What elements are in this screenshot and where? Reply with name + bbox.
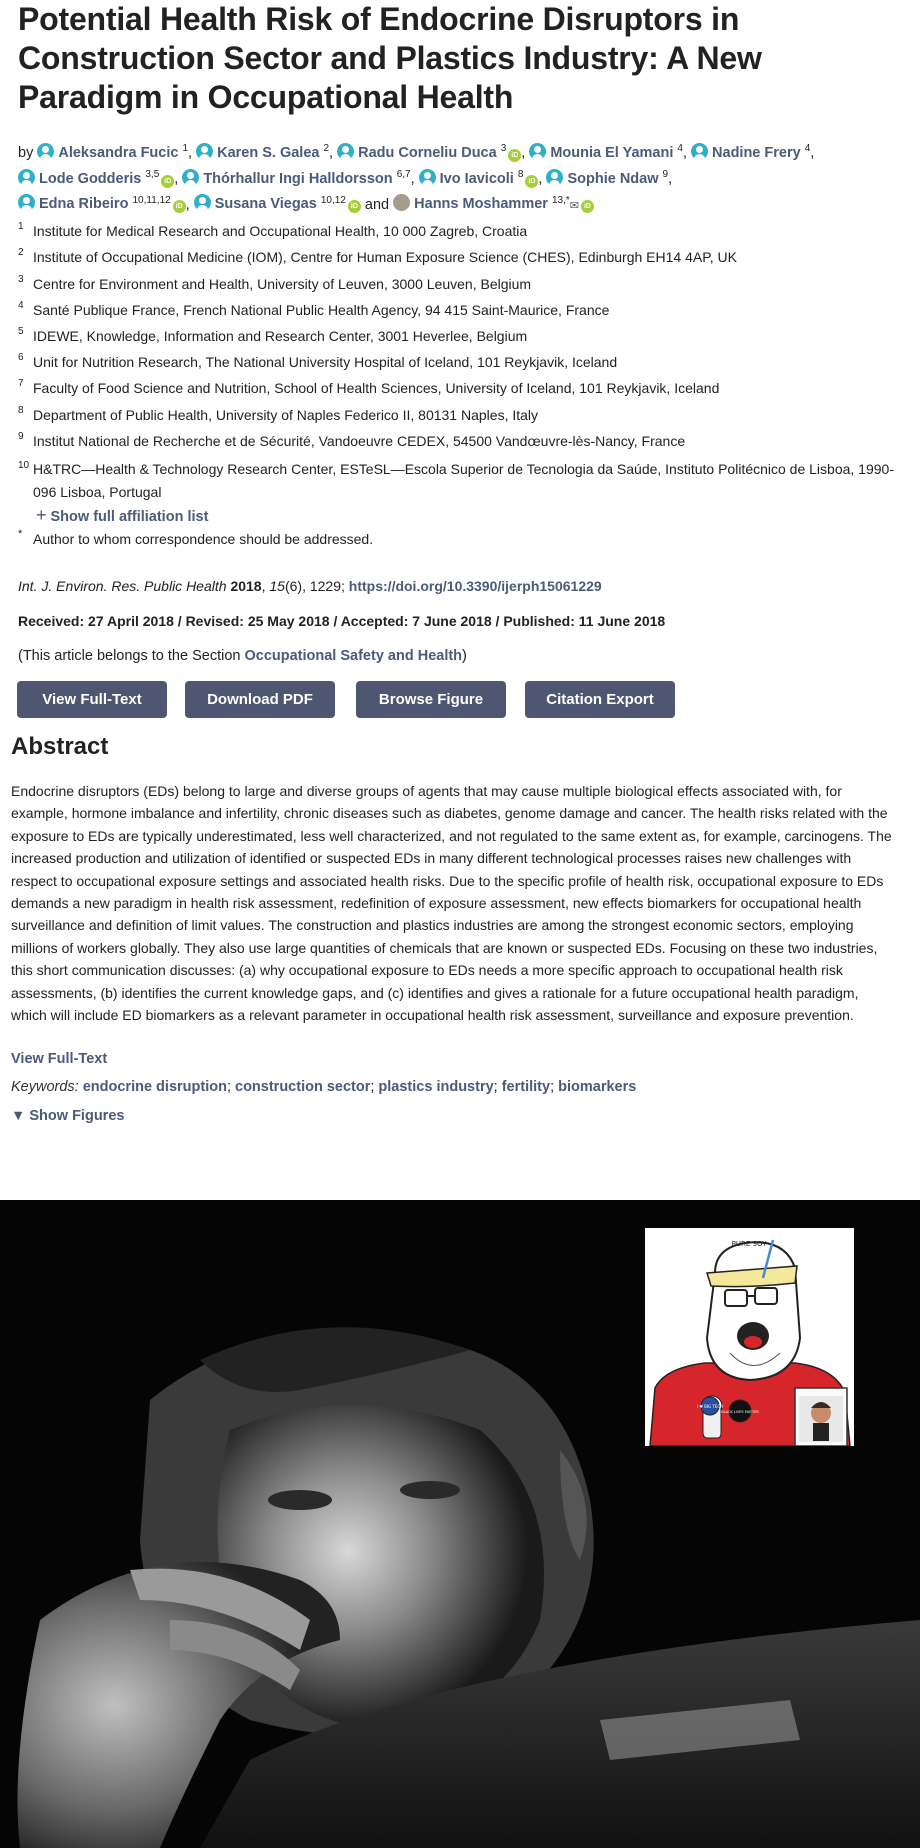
- soyjak-drawing: [645, 1228, 854, 1446]
- affiliation-item: 9 Institut National de Recherche et de Sécurité, Vandoeuvre CEDEX, 54500 Vandœuvre-lès-Nancy, France: [18, 431, 686, 449]
- view-full-text-button[interactable]: View Full-Text: [17, 681, 167, 718]
- person-icon: [337, 143, 354, 160]
- affiliation-item: 5 IDEWE, Knowledge, Information and Research Center, 3001 Heverlee, Belgium: [18, 326, 528, 344]
- orcid-icon[interactable]: iD: [348, 200, 361, 213]
- download-pdf-button[interactable]: Download PDF: [185, 681, 335, 718]
- author-link[interactable]: Sophie Ndaw: [546, 171, 658, 187]
- author-link[interactable]: Mounia El Yamani: [529, 145, 673, 161]
- orcid-icon[interactable]: iD: [173, 200, 186, 213]
- plus-icon: +: [36, 505, 47, 525]
- citation-export-button[interactable]: Citation Export: [525, 681, 675, 718]
- publication-dates: Received: 27 April 2018 / Revised: 25 May 2018 / Accepted: 7 June 2018 / Published: 11 June 2018: [18, 613, 666, 629]
- affiliation-item: 4 Santé Publique France, French National Public Health Agency, 94 415 Saint-Maurice, France: [18, 300, 610, 318]
- keyword-link[interactable]: endocrine disruption: [82, 1079, 227, 1095]
- author-link[interactable]: Hanns Moshammer: [393, 196, 548, 212]
- browse-figure-button[interactable]: Browse Figure: [356, 681, 506, 718]
- abstract-heading: Abstract: [11, 733, 109, 760]
- affiliation-item: 6 Unit for Nutrition Research, The National University Hospital of Iceland, 101 Reykjavik, Iceland: [18, 352, 618, 370]
- citation-line: Int. J. Environ. Res. Public Health 2018, 15(6), 1229; https://doi.org/10.3390/ijerph15061229: [18, 578, 602, 594]
- keyword-link[interactable]: biomarkers: [558, 1079, 637, 1095]
- affiliation-item: 10 H&TRC—Health & Technology Research Center, ESTeSL—Escola Superior de Tecnologia da Saúde, Instituto Politécnico de Lisboa, 1990-096 Lisboa, Portugal: [18, 460, 894, 500]
- author-link[interactable]: Aleksandra Fucic: [37, 145, 178, 161]
- person-icon: [18, 194, 35, 211]
- soyjak-sticker: [645, 1228, 854, 1446]
- show-figures-toggle[interactable]: ▼ Show Figures: [11, 1108, 125, 1124]
- affiliation-item: 8 Department of Public Health, University of Naples Federico II, 80131 Naples, Italy: [18, 405, 539, 423]
- meme-image: [0, 1200, 920, 1848]
- article-section: (This article belongs to the Section Occupational Safety and Health): [18, 648, 467, 664]
- person-icon: [196, 143, 213, 160]
- person-icon: [529, 143, 546, 160]
- person-icon: [37, 143, 54, 160]
- badge-text-1: I ♥ BIG TECH: [696, 1404, 724, 1409]
- author-link[interactable]: Susana Viegas: [194, 196, 317, 212]
- orcid-icon[interactable]: iD: [525, 175, 538, 188]
- author-list: by Aleksandra Fucic $^1$, Karen S. Galea $^2$, Radu Corneliu Duca $^3$iD , Mounia El Yamani $^4$, Nadine Frery $^4$, Lode Godderis $^{3,5}$iD , Thórhallur Ingi Halldorsson $^{6,7}$, Ivo Iavicoli $^8$iD , Sophie Ndaw $^9$, Edna Ribeiro $^{10,11,12}$iD , Susana Viegas $^{10,12}$iD and Hanns Moshammer $^{13,*}$✉ iD: [18, 143, 815, 213]
- keywords: Keywords: endocrine disruption; construction sector; plastics industry; fertility; biomarkers: [11, 1079, 637, 1095]
- person-icon: [546, 169, 563, 186]
- doi-link[interactable]: https://doi.org/10.3390/ijerph15061229: [348, 578, 602, 594]
- person-icon: [691, 143, 708, 160]
- author-photo: [393, 194, 410, 211]
- affiliation-item: 1 Institute for Medical Research and Occupational Health, 10 000 Zagreb, Croatia: [18, 221, 528, 239]
- orcid-icon[interactable]: iD: [581, 200, 594, 213]
- author-link[interactable]: Radu Corneliu Duca: [337, 145, 497, 161]
- affiliation-item: 7 Faculty of Food Science and Nutrition, School of Health Sciences, University of Iceland, 101 Reykjavik, Iceland: [18, 378, 720, 396]
- corresponding-note: * Author to whom correspondence should be addressed.: [18, 528, 374, 547]
- mail-icon[interactable]: ✉: [569, 199, 579, 212]
- show-affiliations-link[interactable]: + Show full affiliation list: [36, 505, 209, 525]
- keyword-link[interactable]: construction sector: [235, 1079, 371, 1095]
- author-link[interactable]: Nadine Frery: [691, 145, 801, 161]
- orcid-icon[interactable]: iD: [161, 175, 174, 188]
- author-link[interactable]: Karen S. Galea: [196, 145, 319, 161]
- author-link[interactable]: Edna Ribeiro: [18, 196, 128, 212]
- author-link[interactable]: Thórhallur Ingi Halldorsson: [182, 171, 392, 187]
- person-icon: [419, 169, 436, 186]
- orcid-icon[interactable]: iD: [508, 149, 521, 162]
- author-link[interactable]: Lode Godderis: [18, 171, 141, 187]
- author-link[interactable]: Ivo Iavicoli: [419, 171, 514, 187]
- person-icon: [194, 194, 211, 211]
- section-link[interactable]: Occupational Safety and Health: [244, 648, 463, 664]
- and-label: and: [364, 196, 390, 213]
- badge-text-2: BLACK LIVES MATTER: [721, 1410, 759, 1414]
- keyword-link[interactable]: fertility: [501, 1079, 551, 1095]
- keyword-link[interactable]: plastics industry: [378, 1079, 494, 1095]
- person-icon: [18, 169, 35, 186]
- view-full-text-link[interactable]: View Full-Text: [11, 1051, 108, 1067]
- abstract-text: Endocrine disruptors (EDs) belong to large and diverse groups of agents that may cause multiple biological effects associated with, for example, hormone imbalance and infertility, chronic diseases such as diabetes, genome damage and cancer. The health risks related with the exposure to EDs are typically underestimated, less well characterized, and not regulated to the same extent as, for example, carcinogens. The increased production and utilization of identified or suspected EDs in many different technological processes raises new challenges with respect to occupational exposure settings and associated health risks. Due to the specific profile of health risk, occupational exposure to EDs demands a new paradigm in health risk assessment, redefinition of exposure assessment, new effects biomarkers for occupational health surveillance and definition of limit values. The construction and plastics industries are among the strongest economic sectors, employing millions of workers globally. They also use large quantities of chemicals that are known or suspected EDs. Focusing on these two industries, this short communication discusses: (a) why occupational exposure to EDs needs a more specific approach to occupational health risk assessments, (b) identifies the current knowledge gaps, and (c) identifies and gives a rationale for a future occupational health paradigm, which will include ED biomarkers as a relevant parameter in occupational health risk assessment, surveillance and exposure prevention.: [11, 783, 892, 1024]
- article-title: Potential Health Risk of Endocrine Disruptors in Construction Sector and Plastics Industry: A New Paradigm in Occupational Health: [18, 1, 762, 115]
- person-icon: [182, 169, 199, 186]
- affiliation-item: 3 Centre for Environment and Health, University of Leuven, 3000 Leuven, Belgium: [18, 274, 532, 292]
- affiliation-item: 2 Institute of Occupational Medicine (IOM), Centre for Human Exposure Science (CHES), Edinburgh EH14 4AP, UK: [18, 247, 737, 265]
- by-label: by: [18, 144, 34, 161]
- soy-sign-text: PURE SOY: [731, 1240, 767, 1248]
